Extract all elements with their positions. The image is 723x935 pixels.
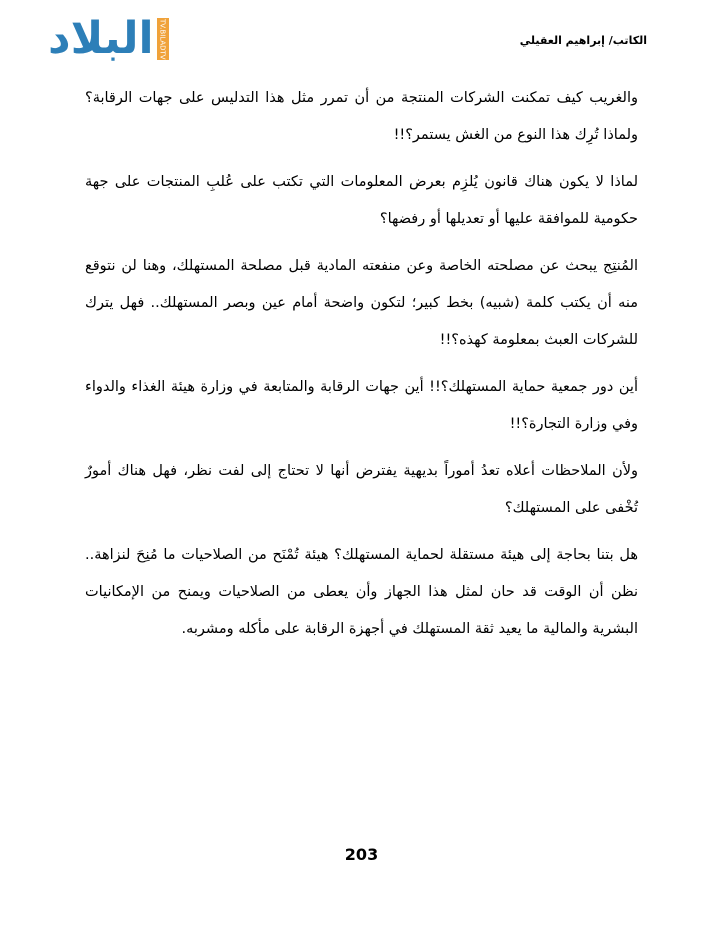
- paragraph-2: لماذا لا يكون هناك قانون يُلزِم بعرض المعلومات التي تكتب على عُلبِ المنتجات على جهة حكومية للموافقة عليها أو تعديلها أو رفضها؟: [85, 174, 638, 227]
- paragraph-4: أين دور جمعية حماية المستهلك؟!! أين جهات الرقابة والمتابعة في وزارة هيئة الغذاء والدواء وفي وزارة التجارة؟!!: [85, 379, 638, 432]
- paragraph-5: ولأن الملاحظات أعلاه تعدُ أموراً بديهية يفترض أنها لا تحتاج إلى لفت نظر، فهل هناك أمورٌ تُخْفى على المستهلك؟: [85, 463, 638, 516]
- page-number: 203: [344, 845, 379, 864]
- article-body: [85, 80, 638, 658]
- logo-tag: TV.BILADTV: [158, 18, 167, 60]
- paragraph-3: المُنتِج يبحث عن مصلحته الخاصة وعن منفعته المادية قبل مصلحة المستهلك، وهنا لن نتوقع منه أن يكتب كلمة (شبيه) بخط كبير؛ لتكون واضحة أمام عين وبصر المستهلك.. فهل يترك للشركات العبث بمعلومة كهذه؟!!: [85, 258, 638, 348]
- paragraph-1: والغريب كيف تمكنت الشركات المنتجة من أن تمرر مثل هذا التدليس على جهات الرقابة؟ ولماذا تُرِك هذا النوع من الغش يستمر؟!!: [85, 90, 638, 143]
- author-line: الكاتب/ إبراهيم العقيلي: [519, 34, 647, 47]
- publication-logo: [48, 14, 178, 70]
- logo-wordmark: البلاد: [48, 13, 154, 64]
- paragraph-6: هل بتنا بحاجة إلى هيئة مستقلة لحماية المستهلك؟ هيئة تُمْنَح من الصلاحيات ما مُنِحَ لنزاهة.. نظن أن الوقت قد حان لمثل هذا الجهاز وأن يعطى من الصلاحيات ويمنح من الإمكانيات البشرية والمالية ما يعيد ثقة المستهلك في أجهزة الرقابة على مأكله ومشربه.: [85, 547, 638, 637]
